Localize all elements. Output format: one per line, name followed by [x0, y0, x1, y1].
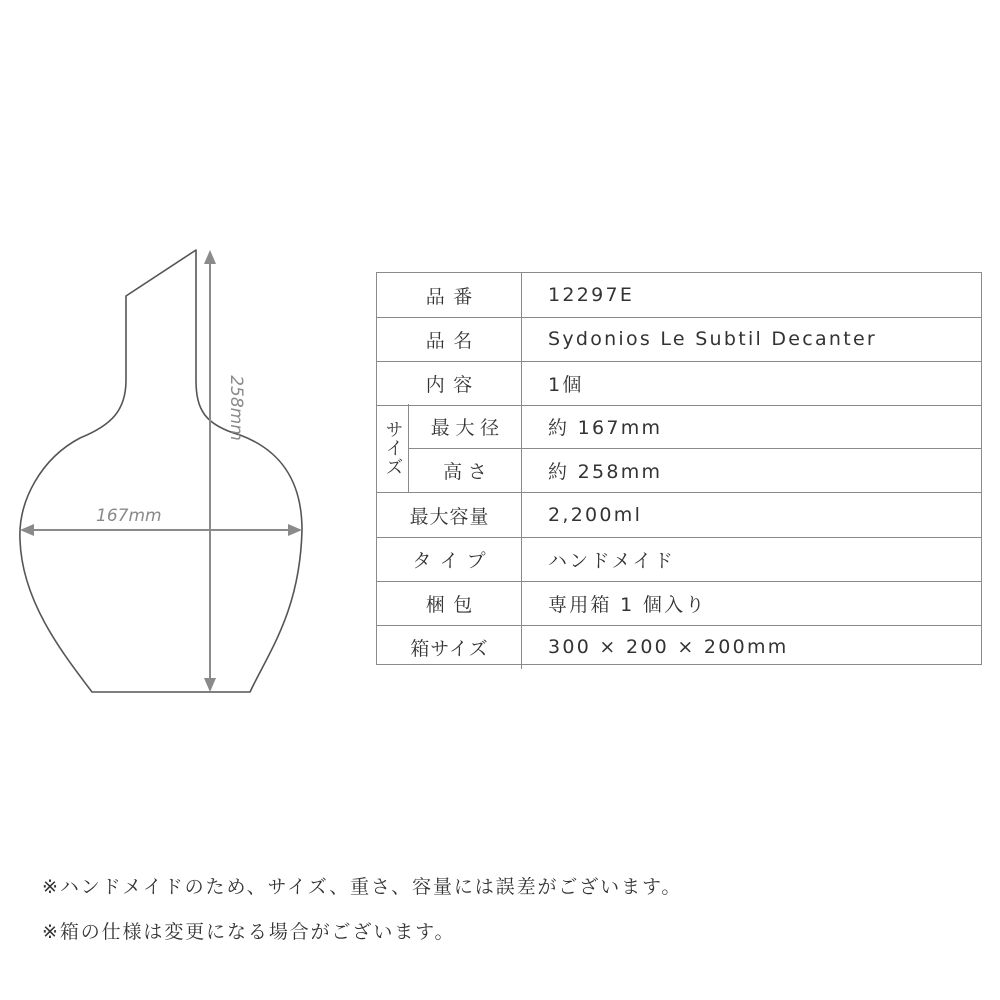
- label-height: 高さ: [409, 448, 522, 492]
- label-contents: 内容: [377, 361, 522, 405]
- decanter-outline: [20, 250, 302, 692]
- height-dimension-line: [204, 250, 216, 692]
- width-dimension-label: 167mm: [96, 506, 162, 526]
- height-dimension-label: 258mm: [226, 375, 246, 441]
- label-max-capacity: 最大容量: [377, 493, 522, 537]
- value-contents: 1個: [548, 373, 584, 396]
- table-row-packaging: [377, 581, 981, 626]
- table-row-box-size: [377, 625, 981, 669]
- value-type: ハンドメイド: [548, 549, 676, 572]
- spec-table: [376, 272, 982, 665]
- label-product-name: 品名: [377, 317, 522, 361]
- label-type: タイプ: [377, 537, 522, 581]
- size-group: [377, 404, 981, 493]
- label-max-diameter: 最大径: [409, 404, 522, 448]
- value-max-diameter: 約 167mm: [548, 416, 663, 439]
- table-row-max-capacity: [377, 493, 981, 538]
- label-product-number: 品番: [377, 273, 522, 317]
- value-box-size: 300 × 200 × 200mm: [548, 636, 789, 658]
- note-box-spec: ※箱の仕様は変更になる場合がございます。: [42, 921, 456, 943]
- table-row-contents: [377, 361, 981, 406]
- table-row-type: [377, 537, 981, 582]
- value-max-capacity: 2,200ml: [548, 504, 643, 526]
- table-row-max-diameter: [409, 404, 981, 449]
- label-box-size: 箱サイズ: [377, 625, 522, 669]
- value-product-number: 12297E: [548, 284, 635, 306]
- value-product-name: Sydonios Le Subtil Decanter: [548, 328, 878, 350]
- label-size-group: サイズ: [377, 404, 409, 492]
- table-row-product-number: [377, 273, 981, 318]
- note-handmade: ※ハンドメイドのため、サイズ、重さ、容量には誤差がございます。: [42, 876, 683, 898]
- table-row-height: [409, 448, 981, 492]
- value-packaging: 専用箱 1 個入り: [548, 593, 707, 616]
- table-row-product-name: [377, 317, 981, 362]
- value-height: 約 258mm: [548, 460, 663, 483]
- label-packaging: 梱包: [377, 581, 522, 625]
